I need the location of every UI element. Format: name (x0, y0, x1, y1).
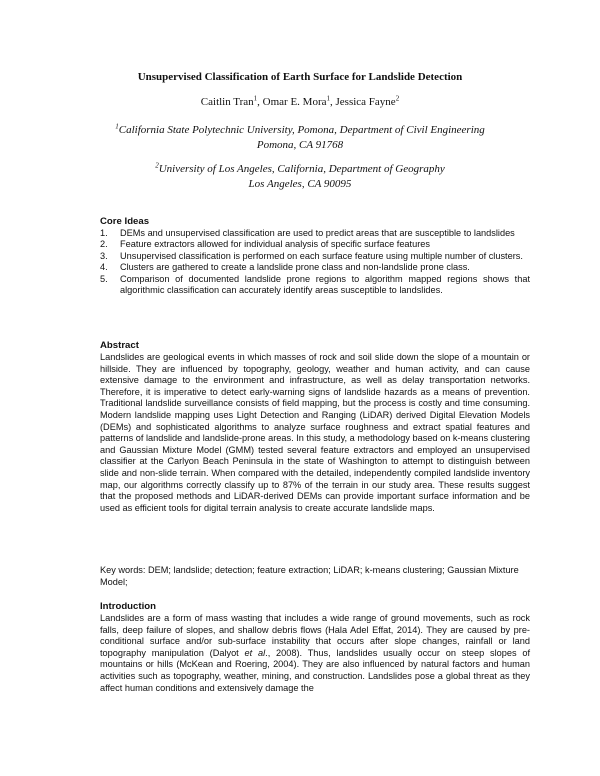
list-item (100, 239, 530, 250)
affiliation-line: California State Polytechnic University, Pomona, Department of Civil Engineering (118, 124, 485, 136)
intro-text-part: ., 2008). Thus, landslides usually occur on steep slopes of mountains or hills (McKean and Roering, 2004). They are also influenced by natural factors and human activities such as topography, weather, mining, and construction. Landslides pose a global threat as they affect human conditions and extensively damage the (100, 647, 530, 693)
list-item (100, 262, 530, 273)
list-number: 1. (100, 228, 108, 238)
list-item (100, 274, 530, 297)
section-heading-core-ideas: Core Ideas (100, 216, 150, 227)
intro-et-al: et al (244, 647, 266, 658)
introduction-text (100, 613, 530, 694)
list-text: Feature extractors allowed for individual analysis of specific surface features (120, 239, 430, 250)
affiliation-2 (0, 162, 600, 192)
list-number: 3. (100, 250, 108, 261)
intro-text-part: Landslides are a form of mass wasting that includes a wide range of ground movements, such as rock falls, deep failure of slopes, and shallow debris flows (Hala Adel Effat, 2014). They are caused by pre-conditional surface and/or sub-surface instability that occurs after slope changes, rainfall or land topography manipulation (Dalyot (100, 613, 530, 658)
list-item (100, 228, 530, 239)
affiliation-mark: 1 (253, 94, 258, 103)
author-name: Omar E. Mora (262, 96, 327, 108)
section-heading-abstract: Abstract (100, 340, 139, 351)
affiliation-mark: 2 (155, 161, 159, 170)
paper-title: Unsupervised Classification of Earth Surface for Landslide Detection (137, 71, 463, 83)
affiliation-line: Los Angeles, CA 90095 (248, 178, 352, 190)
affiliation-line: Pomona, CA 91768 (256, 139, 344, 151)
affiliation-line: University of Los Angeles, California, Department of Geography (158, 163, 445, 175)
list-number: 4. (100, 262, 108, 273)
affiliation-mark: 1 (115, 122, 119, 131)
list-text: Comparison of documented landslide prone regions to algorithm mapped regions shows that algorithmic classification can accurately identify areas susceptible to landslides. (120, 273, 530, 296)
keywords-text: Key words: DEM; landslide; detection; feature extraction; LiDAR; k-means clustering; Gaussian Mixture Model; (100, 565, 519, 587)
list-number: 2. (100, 239, 108, 250)
list-text: DEMs and unsupervised classification are used to predict areas that are susceptible to landslides (120, 228, 515, 238)
list-text: Clusters are gathered to create a landslide prone class and non-landslide prone class. (120, 262, 470, 273)
affiliation-mark: 2 (395, 94, 400, 103)
author-name: Caitlin Tran (200, 96, 254, 108)
list-item (100, 251, 530, 262)
abstract-text: Landslides are geological events in which masses of rock and soil slide down the slope of a mountain or hillside. They are influenced by topography, geology, weather and human activity, and can cause extensive damage to the environment and infrastructure, as well as delay transportation networks. Therefore, it is imperative to detect early-warning signs of landslide hazards as a means of prevention. Traditional landslide surveillance consists of field mapping, but the process is costly and time consuming. Modern landslide mapping uses Light Detection and Ranging (LiDAR) derived Digital Elevation Models (DEMs) and sophisticated algorithms to analyze surface roughness and extract spatial features and patterns of landslide and landslide-prone areas. In this study, a methodology based on k-means clustering and Gaussian Mixture Model (GMM) tested several feature extractors and employed an unsupervised classifier at the Carlyon Beach Peninsula in the state of Washington to attempt to distinguish between slide and non-slide terrain. When compared with the detailed, independently compiled landslide inventory map, our algorithms correctly classify up to 87% of the terrain in our study area. These results suggest that the proposed methods and LiDAR-derived DEMs can provide important surface information and be used as efficient tools for digital terrain analysis to create accurate landslide maps. (100, 352, 530, 513)
affiliation-mark: 1 (326, 94, 331, 103)
author-name: Jessica Fayne (335, 96, 396, 108)
core-ideas-list (100, 228, 530, 296)
affiliation-1 (0, 123, 600, 153)
list-number: 5. (100, 273, 108, 284)
author-list: Caitlin Tran$^1$, Omar E. Mora$^1$, Jessica Fayne$^2$ (200, 94, 400, 108)
section-heading-introduction: Introduction (100, 601, 156, 612)
list-text: Unsupervised classification is performed on each surface feature using multiple number of clusters. (120, 250, 523, 261)
